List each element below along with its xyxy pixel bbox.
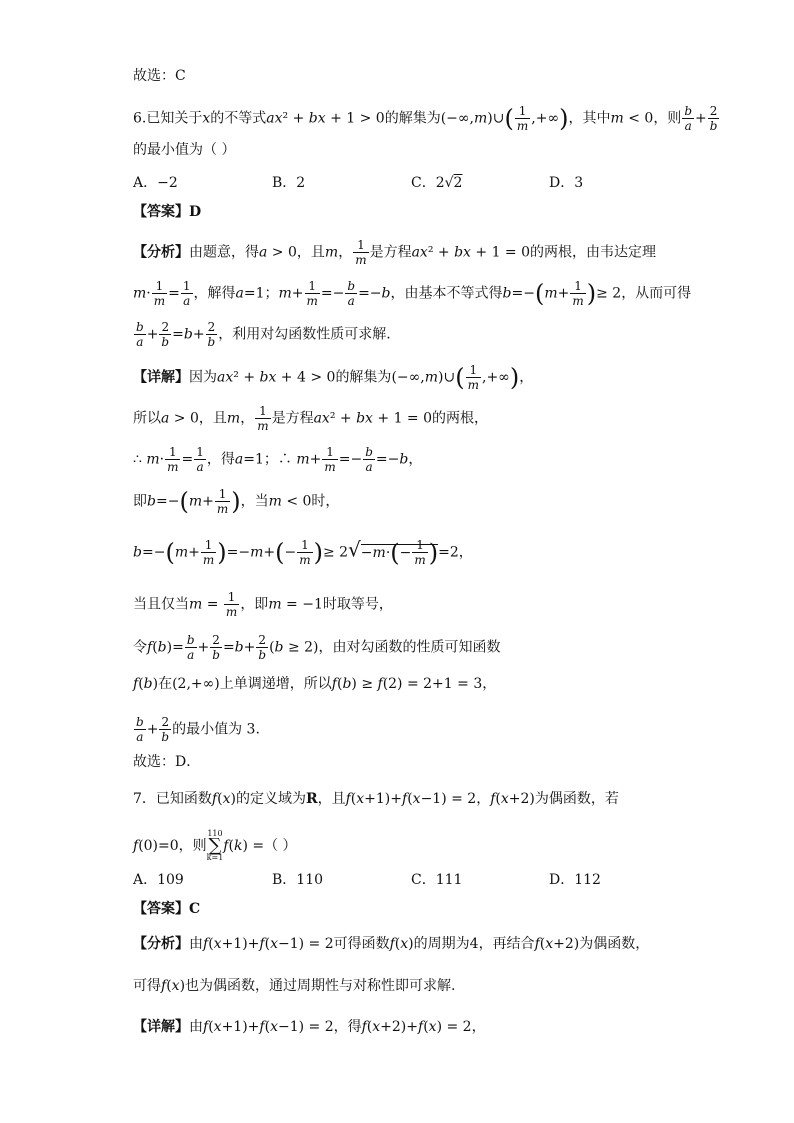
q6-option-b: B．2 <box>272 175 306 191</box>
q6-detail-line7: 令f(b)= $\frac{b}{a}$ + $\frac{2}{b}$ =b+ $\frac{2}{b}$ (b ≥ 2)，由对勾函数的性质可知函数 <box>133 633 501 662</box>
q6-detail-line6: 当且仅当m = $\frac{1}{m}$ ，即m = −1时取等号， <box>133 590 393 619</box>
q7-option-b: B．110 <box>272 872 324 888</box>
q6-detail-line9: $\frac{b}{a}$ + $\frac{2}{b}$ 的最小值为 3. <box>136 715 260 744</box>
q6-analysis-line2: m· $\frac{1}{m}$ = $\frac{1}{a}$ ，解得a=1；m+ $\frac{1}{m}$ =− $\frac{b}{a}$ =−b，由基本不等式得b=−(m+ $\frac{1}{m}$ )≥ 2，从而可得 <box>133 279 692 308</box>
q6-option-a: A．−2 <box>133 175 178 191</box>
line-answer-choice-prev: 故选：C <box>133 68 186 84</box>
q7-analysis-line1: 【分析】由f(x+1)+f(x−1) = 2可得函数f(x)的周期为4，再结合f(x+2)为偶函数， <box>133 936 650 952</box>
q6-analysis-line3: $\frac{b}{a}$ + $\frac{2}{b}$ =b+ $\frac{2}{b}$ ，利用对勾函数性质可求解. <box>136 320 391 349</box>
q6-detail-line4: 即b=−(m+ $\frac{1}{m}$ )，当m < 0时， <box>133 487 340 516</box>
q7-option-c: C．111 <box>411 872 463 888</box>
question-7-stem: 7．已知函数f(x)的定义域为R，且f(x+1)+f(x−1) = 2，f(x+2)为偶函数，若 <box>133 791 619 807</box>
q7-option-d: D．112 <box>549 872 601 888</box>
q7-detail-line1: 【详解】由f(x+1)+f(x−1) = 2，得f(x+2)+f(x) = 2， <box>133 1019 486 1035</box>
q6-option-c: C．2√2 <box>411 175 463 191</box>
question-6-stem: 6.已知关于x的不等式ax² + bx + 1 > 0的解集为(−∞,m)∪( $\frac{1}{m}$ ,+∞)，其中m < 0，则 $\frac{b}{a}$ + $\frac{2}{b}$ <box>133 104 718 133</box>
question-6-stem-cont: 的最小值为（ ） <box>133 142 236 158</box>
q6-detail-line1: 【详解】因为ax² + bx + 4 > 0的解集为(−∞,m)∪( $\frac{1}{m}$ ,+∞)， <box>133 363 534 392</box>
q7-analysis-line2: 可得f(x)也为偶函数，通过周期性与对称性即可求解. <box>133 978 456 994</box>
q6-detail-line5: b=−(m+ $\frac{1}{m}$ )=−m+(− $\frac{1}{m}$ )≥ 2√−m·(− $\frac{1}{m}$ )=2， <box>133 537 473 567</box>
q6-detail-line2: 所以a > 0，且m， $\frac{1}{m}$ 是方程ax² + bx + 1 = 0的两根， <box>133 404 489 433</box>
q7-option-a: A．109 <box>133 872 184 888</box>
q6-conclusion: 故选：D． <box>133 754 201 770</box>
q7-answer: 【答案】C <box>133 901 201 917</box>
question-7-stem-cont: f(0)=0，则110 ∑ k=1f(k) =（ ） <box>133 829 297 862</box>
q6-detail-line8: f(b)在(2,+∞)上单调递增，所以f(b) ≥ f(2) = 2+1 = 3， <box>133 676 497 692</box>
q6-analysis-line1: 【分析】由题意，得a > 0，且m， $\frac{1}{m}$ 是方程ax² + bx + 1 = 0的两根，由韦达定理 <box>133 238 657 267</box>
q6-answer: 【答案】D <box>133 204 202 220</box>
q6-detail-line3: ∴ m· $\frac{1}{m}$ = $\frac{1}{a}$ ，得a=1；∴ m+ $\frac{1}{m}$ =− $\frac{b}{a}$ =−b， <box>133 445 423 474</box>
q6-option-d: D．3 <box>549 175 584 191</box>
